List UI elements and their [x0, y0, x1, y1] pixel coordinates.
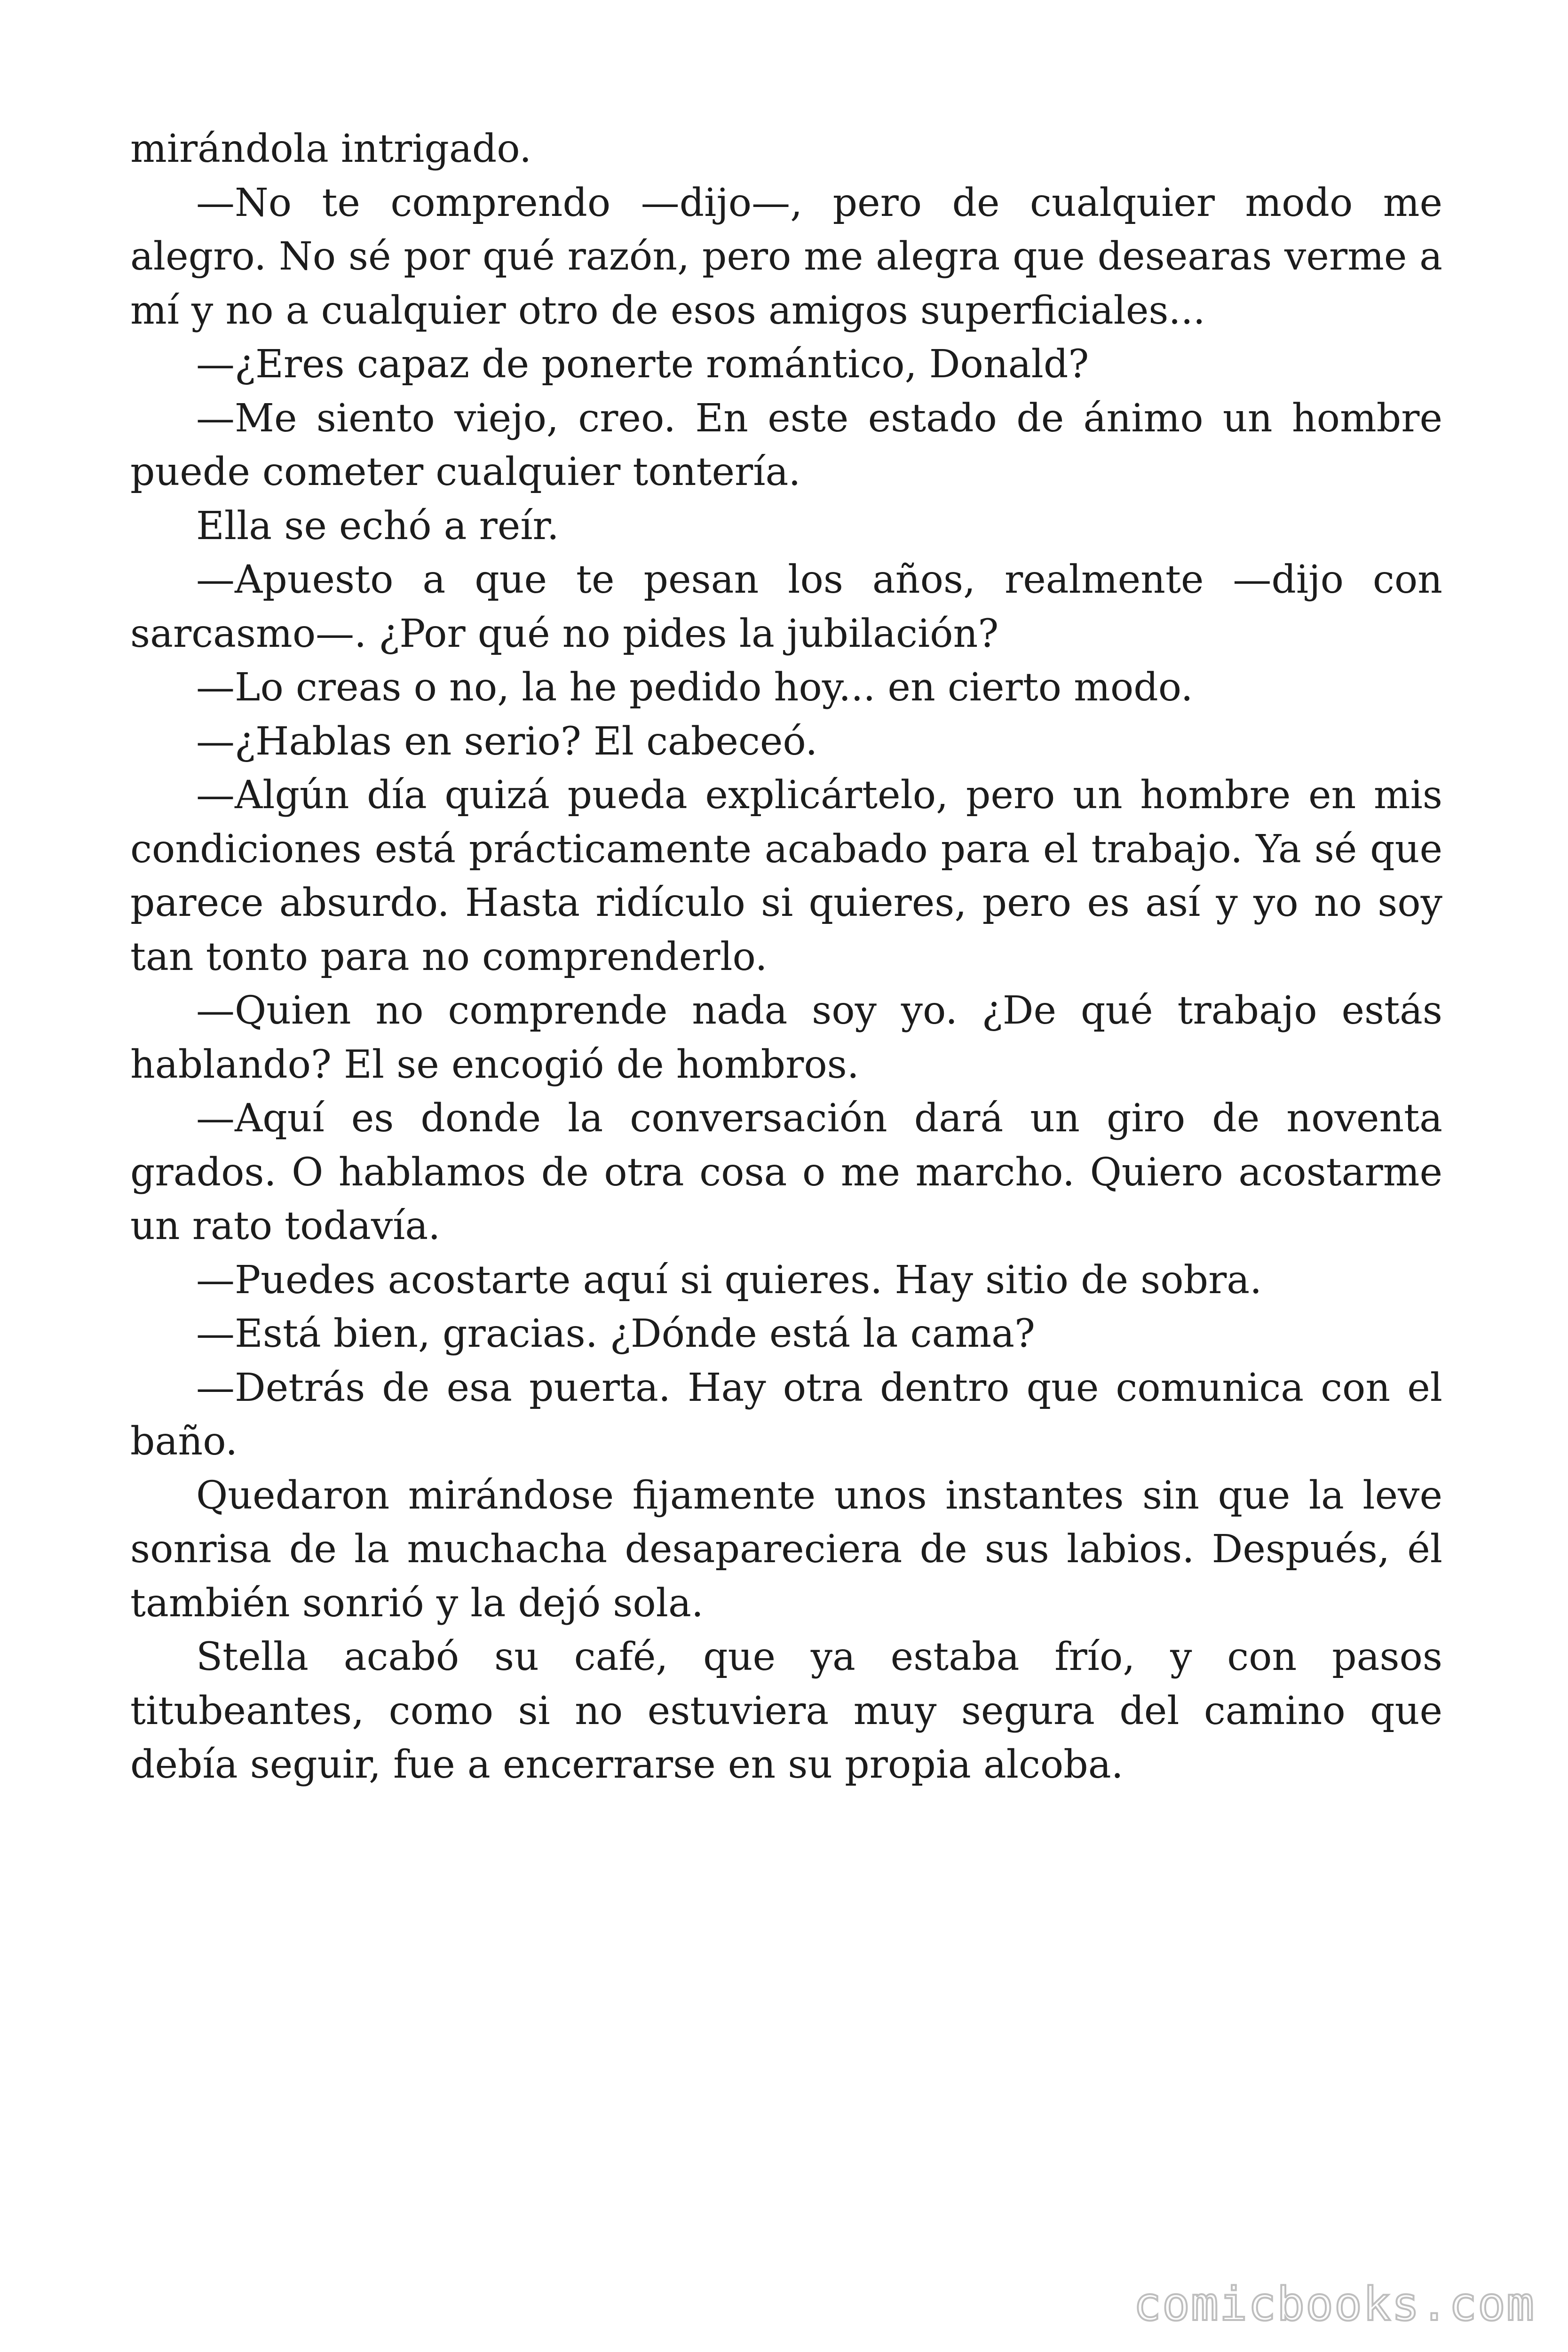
paragraph: —Algún día quizá pueda explicártelo, pero un hombre en mis condiciones está prácticamente acabado para el trabajo. Ya sé que parece absurdo. Hasta ridículo si quieres, pero es así y yo no soy tan tonto para no comprenderlo. — [130, 773, 1442, 979]
paragraph: mirándola intrigado. — [130, 127, 532, 171]
paragraph: —Aquí es donde la conversación dará un giro de noventa grados. O hablamos de otra cosa o me marcho. Quiero acostarme un rato todavía. — [130, 1096, 1442, 1248]
paragraph: —Lo creas o no, la he pedido hoy... en cierto modo. — [196, 665, 1193, 710]
paragraph: —Apuesto a que te pesan los años, realmente —dijo con sarcasmo—. ¿Por qué no pides la jubilación? — [130, 557, 1442, 656]
paragraph: —¿Hablas en serio? El cabeceó. — [196, 719, 818, 764]
paragraph: —Está bien, gracias. ¿Dónde está la cama? — [196, 1311, 1035, 1356]
watermark: comicbooks.com — [1133, 2278, 1535, 2331]
paragraph: Ella se echó a reír. — [196, 503, 559, 548]
paragraph: —¿Eres capaz de ponerte romántico, Donald? — [196, 342, 1089, 387]
paragraph: Quedaron mirándose fijamente unos instantes sin que la leve sonrisa de la muchacha desapareciera de sus labios. Después, él también sonrió y la dejó sola. — [130, 1473, 1442, 1626]
paragraph: —Quien no comprende nada soy yo. ¿De qué trabajo estás hablando? El se encogió de hombros. — [130, 988, 1442, 1087]
paragraph: Stella acabó su café, que ya estaba frío, y con pasos titubeantes, como si no estuviera muy segura del camino que debía seguir, fue a encerrarse en su propia alcoba. — [130, 1635, 1442, 1787]
paragraph: —Puedes acostarte aquí si quieres. Hay sitio de sobra. — [196, 1257, 1262, 1303]
page-body — [130, 122, 1442, 1792]
paragraph: —Me siento viejo, creo. En este estado de ánimo un hombre puede cometer cualquier tontería. — [130, 396, 1442, 494]
paragraph: —No te comprendo —dijo—, pero de cualquier modo me alegro. No sé por qué razón, pero me alegra que desearas verme a mí y no a cualquier otro de esos amigos superficiales... — [130, 180, 1442, 333]
paragraph: —Detrás de esa puerta. Hay otra dentro que comunica con el baño. — [130, 1365, 1442, 1464]
